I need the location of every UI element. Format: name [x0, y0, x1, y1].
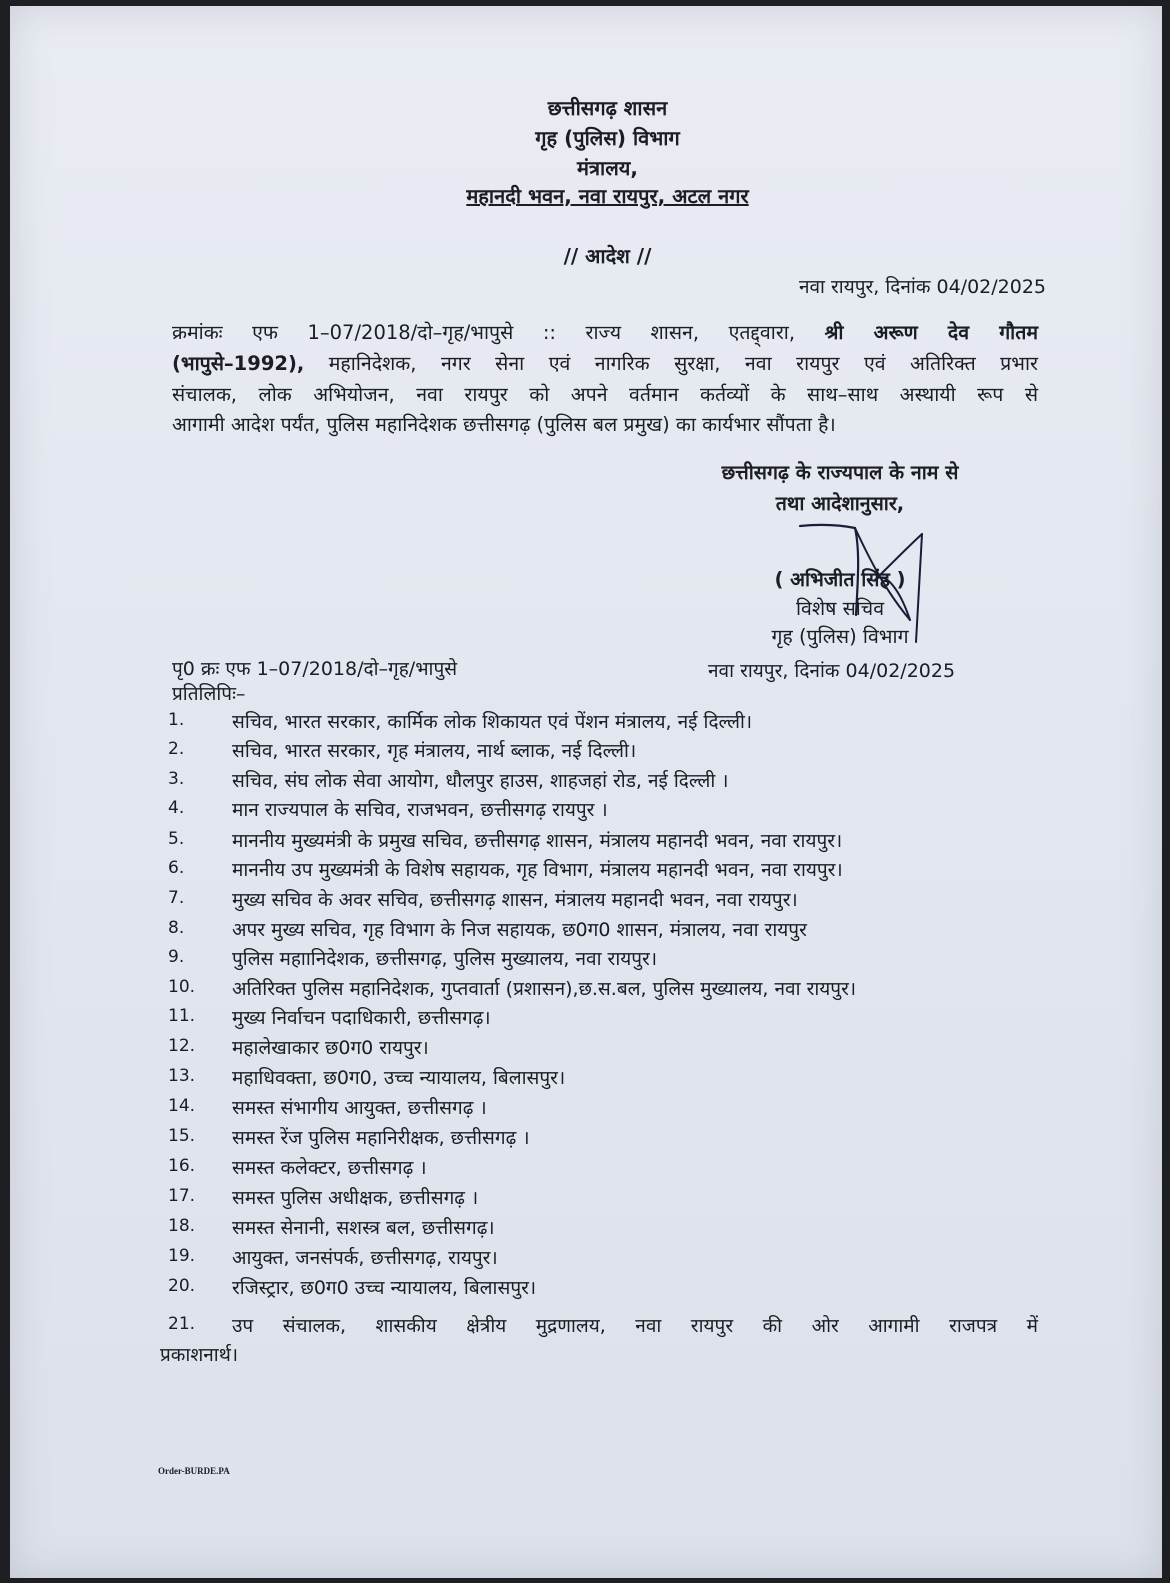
cc-item-text: महाधिवक्ता, छ0ग0, उच्च न्यायालय, बिलासपुर।: [232, 1067, 566, 1089]
cc-item-text: पुलिस महाानिदेशक, छत्तीसगढ़, पुलिस मुख्यालय, नवा रायपुर।: [232, 948, 658, 970]
cc-item-text: समस्त कलेक्टर, छत्तीसगढ़ ।: [232, 1157, 427, 1179]
cc-item-text: उप संचालक, शासकीय क्षेत्रीय मुद्रणालय, नवा रायपुर की ओर आगामी राजपत्र में: [232, 1315, 1038, 1337]
header-address: महानदी भवन, नवा रायपुर, अटल नगर: [466, 184, 749, 208]
cc-item-number: 16.: [168, 1156, 196, 1176]
cc-item-text: महालेखाकार छ0ग0 रायपुर।: [232, 1037, 429, 1059]
cc-item-number: 20.: [168, 1276, 196, 1296]
officer-name: श्री अरूण देव गौतम: [824, 321, 1038, 344]
cc-item-text: समस्त पुलिस अधीक्षक, छत्तीसगढ़ ।: [232, 1187, 479, 1209]
cc-item-number: 15.: [168, 1126, 196, 1146]
cc-item-text: समस्त संभागीय आयुक्त, छत्तीसगढ़ ।: [232, 1097, 487, 1119]
officer-batch: (भापुसे–1992),: [172, 352, 305, 375]
cc-item-number: 2.: [168, 739, 185, 759]
cc-item-text: रजिस्ट्रार, छ0ग0 उच्च न्यायालय, बिलासपुर।: [232, 1277, 537, 1299]
cc-label: प्रतिलिपिः–: [172, 683, 246, 705]
cc-item-text: सचिव, भारत सरकार, गृह मंत्रालय, नार्थ ब्लाक, नई दिल्ली।: [232, 740, 637, 762]
cc-item-text: मुख्य सचिव के अवर सचिव, छत्तीसगढ़ शासन, मंत्रालय महानदी भवन, नवा रायपुर।: [232, 889, 798, 911]
footer-code: Order-BURDE.PA: [158, 1466, 230, 1476]
cc-item-number: 9.: [168, 947, 185, 967]
cc-item-number: 10.: [168, 977, 196, 997]
cc-item-text: अपर मुख्य सचिव, गृह विभाग के निज सहायक, छ0ग0 शासन, मंत्रालय, नवा रायपुर: [232, 919, 807, 941]
cc-item-number: 1.: [168, 710, 185, 730]
cc-item-number: 5.: [168, 829, 185, 849]
cc-item-number: 18.: [168, 1216, 196, 1236]
header-ministry: मंत्रालय,: [577, 156, 638, 180]
signatory-name: ( अभिजीत सिंह ): [774, 568, 906, 591]
cc-item-text: मुख्य निर्वाचन पदाधिकारी, छत्तीसगढ़।: [232, 1007, 491, 1029]
signatory-department: गृह (पुलिस) विभाग: [771, 625, 909, 648]
cc-item-number: 17.: [168, 1186, 196, 1206]
endorsement-date: नवा रायपुर, दिनांक 04/02/2025: [708, 660, 956, 682]
order-number-text: क्रमांकः एफ 1–07/2018/दो–गृह/भापुसे :: राज्य शासन, एतद्द्वारा,: [172, 321, 796, 344]
cc-item-text: आयुक्त, जनसंपर्क, छत्तीसगढ़, रायपुर।: [232, 1247, 498, 1269]
endorsement-ref: पृ0 क्रः एफ 1–07/2018/दो–गृह/भापुसे: [172, 658, 458, 680]
cc-item-number: 14.: [168, 1096, 196, 1116]
place-date: नवा रायपुर, दिनांक 04/02/2025: [798, 276, 1046, 298]
cc-item-number: 7.: [168, 888, 185, 908]
cc-item-number: 3.: [168, 769, 185, 789]
cc-item-text: मान राज्यपाल के सचिव, राजभवन, छत्तीसगढ़ रायपुर ।: [232, 799, 608, 821]
cc-item-text: माननीय मुख्यमंत्री के प्रमुख सचिव, छत्तीसगढ़ शासन, मंत्रालय महानदी भवन, नवा रायपुर।: [232, 830, 843, 852]
cc-item-text: समस्त रेंज पुलिस महानिरीक्षक, छत्तीसगढ़ ।: [232, 1127, 530, 1149]
governor-line-2: तथा आदेशानुसार,: [775, 492, 905, 515]
cc-item-text: समस्त सेनानी, सशस्त्र बल, छत्तीसगढ़।: [232, 1217, 495, 1239]
header-government: छत्तीसगढ़ शासन: [547, 96, 668, 120]
officer-designation: महानिदेशक, नगर सेना एवं नागरिक सुरक्षा, नवा रायपुर एवं अतिरिक्त प्रभार: [328, 352, 1038, 375]
cc-item-text: माननीय उप मुख्यमंत्री के विशेष सहायक, गृह विभाग, मंत्रालय महानदी भवन, नवा रायपुर।: [232, 859, 843, 881]
body-line-2: [172, 349, 1038, 376]
cc-item-number: 13.: [168, 1066, 196, 1086]
cc-item-number: 4.: [168, 798, 185, 818]
cc-item-continuation: प्रकाशनार्थ।: [160, 1344, 239, 1366]
cc-item-number: 19.: [168, 1246, 196, 1266]
body-line-3: संचालक, लोक अभियोजन, नवा रायपुर को अपने वर्तमान कर्तव्यों के साथ–साथ अस्थायी रूप से: [172, 383, 1038, 406]
cc-item-text: सचिव, भारत सरकार, कार्मिक लोक शिकायत एवं पेंशन मंत्रालय, नई दिल्ली।: [232, 711, 753, 733]
signatory-designation: विशेष सचिव: [795, 597, 885, 620]
body-line-4: आगामी आदेश पर्यंत, पुलिस महानिदेशक छत्तीसगढ़ (पुलिस बल प्रमुख) का कार्यभार सौंपता है।: [172, 413, 836, 436]
cc-item-number: 8.: [168, 918, 185, 938]
governor-line-1: छत्तीसगढ़ के राज्यपाल के नाम से: [721, 461, 959, 484]
cc-item-text: अतिरिक्त पुलिस महानिदेशक, गुप्तवार्ता (प्रशासन),छ.स.बल, पुलिस मुख्यालय, नवा रायपुर।: [232, 978, 857, 1000]
cc-item-number: 12.: [168, 1036, 196, 1056]
body-line-1: [172, 318, 1038, 345]
order-title: // आदेश //: [563, 244, 652, 268]
cc-item-number: 11.: [168, 1006, 196, 1026]
cc-item-number: 6.: [168, 858, 185, 878]
cc-item-number: 21.: [168, 1314, 196, 1334]
header-department: गृह (पुलिस) विभाग: [535, 126, 680, 150]
cc-item-text: सचिव, संघ लोक सेवा आयोग, धौलपुर हाउस, शाहजहां रोड, नई दिल्ली ।: [232, 770, 729, 792]
